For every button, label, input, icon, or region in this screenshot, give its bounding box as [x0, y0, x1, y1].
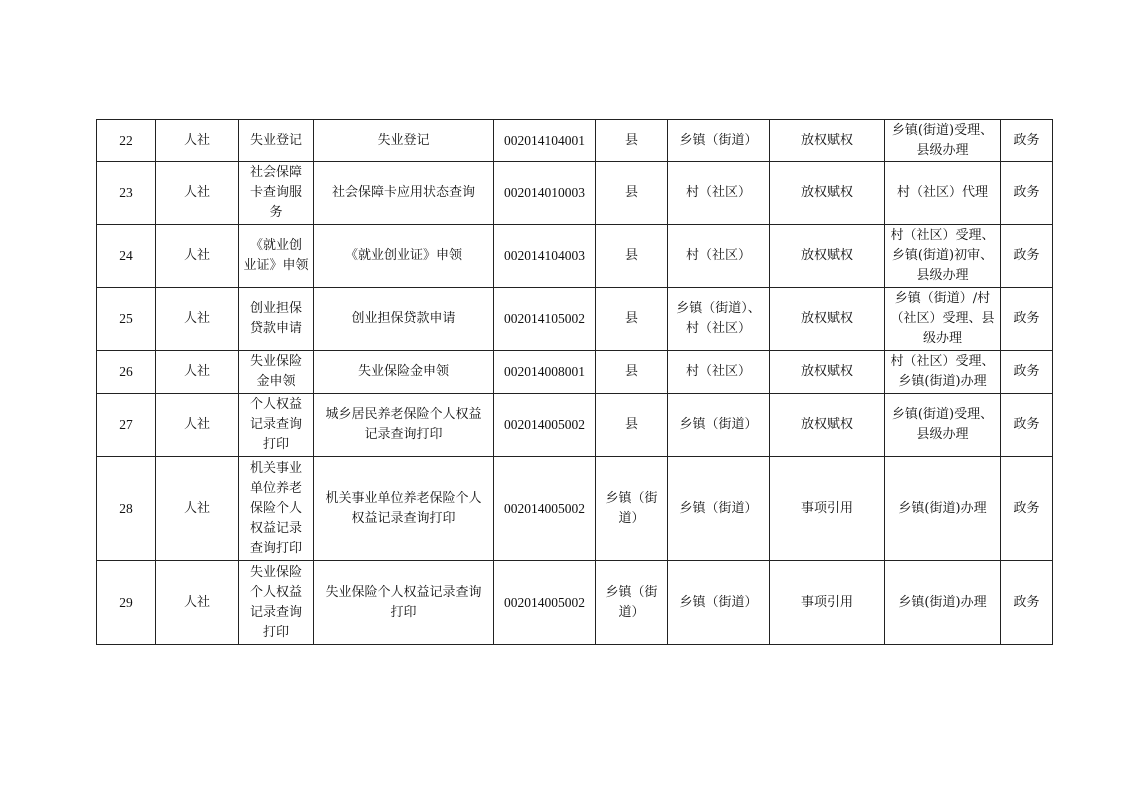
cell-no: 26: [97, 351, 156, 394]
cell-level: 县: [596, 394, 668, 457]
cell-level: 乡镇（街 道）: [596, 457, 668, 561]
cell-category: 政务: [1001, 351, 1053, 394]
table-row: [97, 394, 1053, 457]
cell-level: 乡镇（街 道）: [596, 561, 668, 645]
cell-no: 28: [97, 457, 156, 561]
cell-target: 村（社区）: [668, 225, 770, 288]
cell-item: 失业登记: [239, 120, 314, 162]
cell-mode: 事项引用: [770, 561, 885, 645]
cell-item: 《就业创 业证》申领: [239, 225, 314, 288]
cell-sub-item: 机关事业单位养老保险个人 权益记录查询打印: [314, 457, 494, 561]
cell-dept: 人社: [156, 288, 239, 351]
table-row: [97, 351, 1053, 394]
cell-code: 002014010003: [494, 162, 596, 225]
cell-handling: 村（社区）受理、 乡镇(街道)初审、 县级办理: [885, 225, 1001, 288]
cell-item: 社会保障 卡查询服 务: [239, 162, 314, 225]
cell-category: 政务: [1001, 288, 1053, 351]
cell-category: 政务: [1001, 457, 1053, 561]
cell-no: 23: [97, 162, 156, 225]
cell-dept: 人社: [156, 162, 239, 225]
cell-category: 政务: [1001, 225, 1053, 288]
cell-sub-item: 社会保障卡应用状态查询: [314, 162, 494, 225]
table-body: [97, 120, 1053, 645]
cell-code: 002014008001: [494, 351, 596, 394]
cell-target: 乡镇（街道）: [668, 561, 770, 645]
cell-item: 个人权益 记录查询 打印: [239, 394, 314, 457]
cell-target: 村（社区）: [668, 351, 770, 394]
cell-sub-item: 失业登记: [314, 120, 494, 162]
cell-target: 乡镇（街道）: [668, 394, 770, 457]
cell-code: 002014104001: [494, 120, 596, 162]
cell-item: 机关事业 单位养老 保险个人 权益记录 查询打印: [239, 457, 314, 561]
cell-level: 县: [596, 288, 668, 351]
cell-mode: 放权赋权: [770, 394, 885, 457]
cell-handling: 村（社区）受理、 乡镇(街道)办理: [885, 351, 1001, 394]
cell-code: 002014005002: [494, 457, 596, 561]
cell-dept: 人社: [156, 561, 239, 645]
cell-category: 政务: [1001, 394, 1053, 457]
cell-no: 27: [97, 394, 156, 457]
cell-category: 政务: [1001, 120, 1053, 162]
cell-category: 政务: [1001, 162, 1053, 225]
cell-level: 县: [596, 225, 668, 288]
cell-mode: 放权赋权: [770, 162, 885, 225]
cell-level: 县: [596, 162, 668, 225]
cell-level: 县: [596, 120, 668, 162]
cell-no: 22: [97, 120, 156, 162]
table-row: [97, 561, 1053, 645]
cell-no: 29: [97, 561, 156, 645]
cell-item: 失业保险 金申领: [239, 351, 314, 394]
cell-sub-item: 《就业创业证》申领: [314, 225, 494, 288]
matters-table: [96, 119, 1053, 645]
cell-sub-item: 失业保险金申领: [314, 351, 494, 394]
table-row: [97, 225, 1053, 288]
cell-code: 002014104003: [494, 225, 596, 288]
cell-no: 25: [97, 288, 156, 351]
cell-dept: 人社: [156, 351, 239, 394]
cell-no: 24: [97, 225, 156, 288]
cell-handling: 乡镇(街道)办理: [885, 457, 1001, 561]
cell-code: 002014005002: [494, 394, 596, 457]
cell-code: 002014105002: [494, 288, 596, 351]
cell-item: 失业保险 个人权益 记录查询 打印: [239, 561, 314, 645]
cell-sub-item: 城乡居民养老保险个人权益 记录查询打印: [314, 394, 494, 457]
cell-target: 乡镇（街道）、 村（社区）: [668, 288, 770, 351]
cell-mode: 放权赋权: [770, 351, 885, 394]
cell-handling: 乡镇（街道）/村 （社区）受理、县 级办理: [885, 288, 1001, 351]
cell-level: 县: [596, 351, 668, 394]
table-row: [97, 457, 1053, 561]
cell-code: 002014005002: [494, 561, 596, 645]
table-row: [97, 288, 1053, 351]
cell-category: 政务: [1001, 561, 1053, 645]
cell-handling: 乡镇(街道)受理、 县级办理: [885, 394, 1001, 457]
cell-mode: 放权赋权: [770, 225, 885, 288]
cell-mode: 放权赋权: [770, 120, 885, 162]
cell-handling: 乡镇(街道)办理: [885, 561, 1001, 645]
cell-dept: 人社: [156, 120, 239, 162]
cell-handling: 乡镇(街道)受理、 县级办理: [885, 120, 1001, 162]
cell-dept: 人社: [156, 225, 239, 288]
cell-mode: 放权赋权: [770, 288, 885, 351]
cell-target: 乡镇（街道）: [668, 120, 770, 162]
cell-target: 村（社区）: [668, 162, 770, 225]
cell-sub-item: 失业保险个人权益记录查询 打印: [314, 561, 494, 645]
cell-dept: 人社: [156, 394, 239, 457]
table-row: [97, 120, 1053, 162]
cell-mode: 事项引用: [770, 457, 885, 561]
table-row: [97, 162, 1053, 225]
cell-target: 乡镇（街道）: [668, 457, 770, 561]
cell-item: 创业担保 贷款申请: [239, 288, 314, 351]
cell-sub-item: 创业担保贷款申请: [314, 288, 494, 351]
cell-dept: 人社: [156, 457, 239, 561]
cell-handling: 村（社区）代理: [885, 162, 1001, 225]
